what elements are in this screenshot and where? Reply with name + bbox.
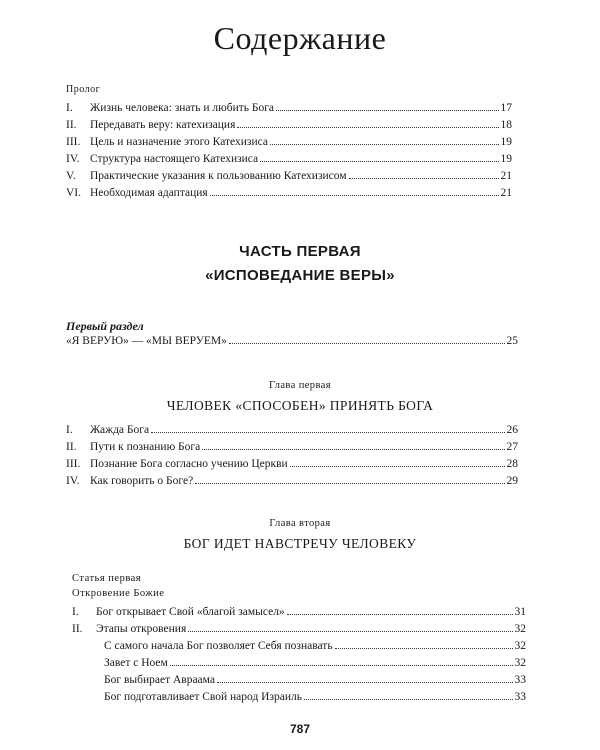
entry-text: Бог открывает Свой «благой замысел»: [96, 606, 285, 618]
part-title-line2: «ИСПОВЕДАНИЕ ВЕРЫ»: [205, 267, 395, 284]
entry-page: 33: [514, 674, 526, 686]
entry-number: IV.: [66, 475, 80, 487]
entry-number: II.: [66, 441, 77, 453]
entry-number: V.: [66, 170, 76, 182]
leader-dots: [290, 466, 505, 467]
toc-entry[interactable]: [72, 623, 526, 635]
entry-number: III.: [66, 458, 81, 470]
entry-text: Передавать веру: катехизация: [90, 119, 236, 131]
entry-page: 18: [500, 119, 512, 131]
entry-number: I.: [66, 424, 73, 436]
entry-page: 27: [506, 441, 518, 453]
toc-entry[interactable]: [66, 187, 512, 199]
article-label: Статья первая: [72, 573, 142, 584]
leader-dots: [335, 648, 513, 649]
toc-entry[interactable]: [66, 119, 512, 131]
article-title: Откровение Божие: [72, 588, 165, 599]
leader-dots: [304, 699, 512, 700]
toc-entry[interactable]: [66, 136, 512, 148]
part-title-line1: ЧАСТЬ ПЕРВАЯ: [239, 243, 361, 260]
entry-page: 19: [500, 136, 512, 148]
leader-dots: [287, 614, 513, 615]
entry-number: II.: [66, 119, 77, 131]
entry-text: Структура настоящего Катехизиса: [90, 153, 259, 165]
entry-page: 26: [506, 424, 518, 436]
entry-page: 29: [506, 475, 518, 487]
chapter-title: БОГ ИДЕТ НАВСТРЕЧУ ЧЕЛОВЕКУ: [183, 536, 417, 551]
entry-text: Бог выбирает Авраама: [104, 674, 215, 686]
section-label: Первый раздел: [66, 319, 144, 333]
toc-subentry[interactable]: [104, 640, 526, 652]
entry-page: 21: [500, 170, 512, 182]
leader-dots: [349, 178, 499, 179]
entry-page: 28: [506, 458, 518, 470]
leader-dots: [210, 195, 499, 196]
entry-text: Этапы откровения: [96, 623, 187, 635]
entry-text: Практические указания к пользованию Катехизисом: [90, 170, 347, 182]
prologue-label: Пролог: [66, 84, 101, 95]
toc-entry[interactable]: [66, 153, 512, 165]
entry-text: Завет с Ноем: [104, 657, 168, 669]
entry-number: II.: [72, 623, 83, 635]
leader-dots: [188, 631, 512, 632]
entry-text: Как говорить о Боге?: [90, 475, 194, 487]
toc-entry[interactable]: [66, 424, 518, 436]
entry-number: III.: [66, 136, 81, 148]
entry-text: Пути к познанию Бога: [90, 441, 201, 453]
toc-entry[interactable]: [66, 458, 518, 470]
entry-number: IV.: [66, 153, 80, 165]
leader-dots: [260, 161, 498, 162]
leader-dots: [217, 682, 513, 683]
entry-number: VI.: [66, 187, 82, 199]
page-title: Содержание: [213, 20, 387, 56]
toc-entry[interactable]: [66, 441, 518, 453]
entry-text: «Я ВЕРУЮ» — «МЫ ВЕРУЕМ»: [66, 335, 227, 347]
entry-page: 32: [514, 640, 526, 652]
entry-text: Цель и назначение этого Катехизиса: [90, 136, 268, 148]
toc-entry[interactable]: [66, 102, 512, 114]
leader-dots: [151, 432, 504, 433]
entry-text: С самого начала Бог позволяет Себя познавать: [104, 640, 333, 652]
leader-dots: [170, 665, 513, 666]
leader-dots: [237, 127, 498, 128]
entry-page: 25: [506, 335, 518, 347]
toc-subentry[interactable]: [104, 691, 526, 703]
entry-page: 32: [514, 657, 526, 669]
entry-page: 32: [514, 623, 526, 635]
leader-dots: [270, 144, 499, 145]
entry-page: 17: [500, 102, 512, 114]
entry-text: Бог подготавливает Свой народ Израиль: [104, 691, 303, 703]
entry-page: 33: [514, 691, 526, 703]
chapter-label: Глава вторая: [269, 518, 331, 529]
toc-entry[interactable]: [66, 170, 512, 182]
toc-entry[interactable]: [66, 475, 518, 487]
entry-text: Необходимая адаптация: [90, 187, 208, 199]
entry-number: I.: [66, 102, 73, 114]
entry-page: 19: [500, 153, 512, 165]
leader-dots: [202, 449, 504, 450]
entry-page: 21: [500, 187, 512, 199]
leader-dots: [276, 110, 498, 111]
chapter-title: ЧЕЛОВЕК «СПОСОБЕН» ПРИНЯТЬ БОГА: [166, 398, 434, 413]
entry-number: I.: [72, 606, 79, 618]
page-number: 787: [289, 722, 311, 736]
toc-subentry[interactable]: [104, 657, 526, 669]
toc-entry[interactable]: [66, 335, 518, 347]
entry-text: Познание Бога согласно учению Церкви: [90, 458, 288, 470]
entry-page: 31: [514, 606, 526, 618]
chapter-label: Глава первая: [269, 380, 331, 391]
entry-text: Жажда Бога: [90, 424, 150, 436]
toc-subentry[interactable]: [104, 674, 526, 686]
leader-dots: [195, 483, 504, 484]
leader-dots: [229, 343, 505, 344]
entry-text: Жизнь человека: знать и любить Бога: [90, 102, 275, 114]
toc-entry[interactable]: [72, 606, 526, 618]
